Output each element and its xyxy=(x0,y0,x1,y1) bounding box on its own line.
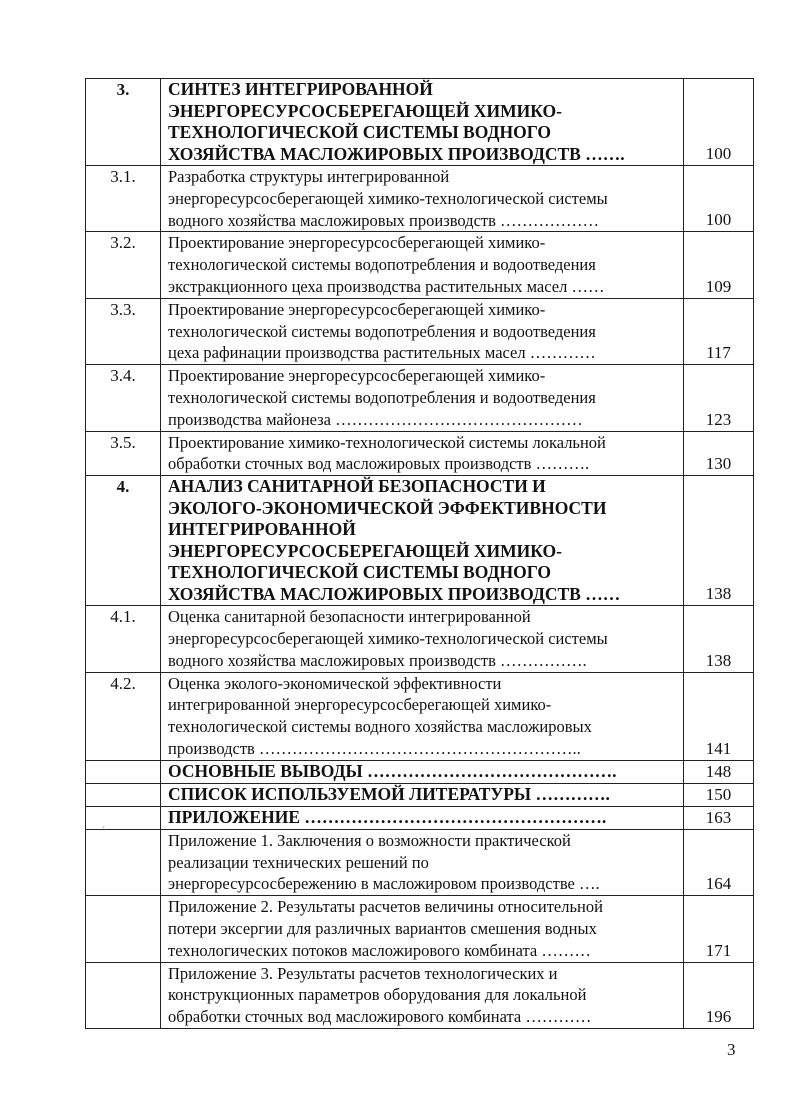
toc-section-number: 3.4. xyxy=(86,365,161,431)
toc-title-line: ЭНЕРГОРЕСУРСОСБЕРЕГАЮЩЕЙ ХИМИКО- xyxy=(168,540,562,561)
toc-row xyxy=(86,166,754,232)
toc-title-line: ТЕХНОЛОГИЧЕСКОЙ СИСТЕМЫ ВОДНОГО xyxy=(168,562,552,583)
toc-title-line: Проектирование энергоресурсосберегающей химико- xyxy=(168,366,546,386)
toc-title-line: ИНТЕГРИРОВАННОЙ xyxy=(168,519,356,540)
toc-page-number: 150 xyxy=(684,783,754,806)
toc-section-title xyxy=(161,806,684,829)
toc-page-number: 100 xyxy=(684,166,754,232)
toc-page-number: 164 xyxy=(684,829,754,895)
toc-row xyxy=(86,806,754,829)
toc-section-number xyxy=(86,829,161,895)
toc-title-line: обработки сточных вод масложировых производств ………. xyxy=(168,454,590,474)
scan-mark: ´ xyxy=(102,826,106,837)
toc-title-line: СИНТЕЗ ИНТЕГРИРОВАННОЙ xyxy=(168,79,433,99)
toc-row xyxy=(86,606,754,672)
toc-row xyxy=(86,365,754,431)
page-number: 3 xyxy=(727,1040,736,1059)
toc-row xyxy=(86,896,754,962)
toc-row xyxy=(86,476,754,606)
toc-section-number: 4.1. xyxy=(86,606,161,672)
toc-title-line: реализации технических решений по xyxy=(168,852,429,872)
toc-title-line: технологических потоков масложирового комбината ……… xyxy=(168,940,591,960)
toc-page-number: 171 xyxy=(684,896,754,962)
toc-title-line: энергоресурсосберегающей химико-технологической системы xyxy=(168,188,608,208)
toc-section-title xyxy=(161,829,684,895)
toc-body xyxy=(86,79,754,1029)
toc-page-number: 117 xyxy=(684,298,754,364)
toc-row xyxy=(86,431,754,476)
toc-section-number: 3.5. xyxy=(86,431,161,476)
toc-title-line: Приложение 2. Результаты расчетов величины относительной xyxy=(168,897,603,917)
toc-section-title xyxy=(161,232,684,298)
toc-title-line: производства майонеза ……………………………………… xyxy=(168,409,583,429)
toc-section-title xyxy=(161,962,684,1028)
toc-page-number: 141 xyxy=(684,672,754,760)
toc-section-number xyxy=(86,783,161,806)
toc-page-number: 163 xyxy=(684,806,754,829)
toc-section-title xyxy=(161,166,684,232)
toc-section-title xyxy=(161,896,684,962)
toc-section-number xyxy=(86,806,161,829)
toc-title-line: Приложение 3. Результаты расчетов технологических и xyxy=(168,963,558,983)
toc-title-line: ХОЗЯЙСТВА МАСЛОЖИРОВЫХ ПРОИЗВОДСТВ ……. xyxy=(168,143,625,164)
toc-section-title xyxy=(161,672,684,760)
toc-title-line: ЭНЕРГОРЕСУРСОСБЕРЕГАЮЩЕЙ ХИМИКО- xyxy=(168,100,562,121)
toc-page-number: 100 xyxy=(684,79,754,166)
toc-section-number: 4. xyxy=(86,476,161,606)
toc-page-number: 130 xyxy=(684,431,754,476)
toc-title-line: ОСНОВНЫЕ ВЫВОДЫ ……………………………………. xyxy=(168,760,617,781)
toc-section-number: 3.1. xyxy=(86,166,161,232)
toc-title-line: водного хозяйства масложировых производств ……………. xyxy=(168,650,587,670)
toc-title-line: Разработка структуры интегрированной xyxy=(168,167,450,186)
toc-row xyxy=(86,672,754,760)
toc-title-line: обработки сточных вод масложирового комбината ………… xyxy=(168,1007,592,1027)
toc-page-number: 196 xyxy=(684,962,754,1028)
toc-row xyxy=(86,962,754,1028)
toc-page-number: 138 xyxy=(684,476,754,606)
toc-title-line: технологической системы водного хозяйства масложировых xyxy=(168,717,592,737)
toc-title-line: Приложение 1. Заключения о возможности практической xyxy=(168,830,571,850)
toc-row xyxy=(86,829,754,895)
toc-section-number: 3. xyxy=(86,79,161,166)
toc-title-line: технологической системы водопотребления и водоотведения xyxy=(168,387,596,407)
toc-title-line: цеха рафинации производства растительных масел ………… xyxy=(168,343,596,363)
toc-section-number: 3.2. xyxy=(86,232,161,298)
toc-section-number xyxy=(86,760,161,783)
toc-title-line: СПИСОК ИСПОЛЬЗУЕМОЙ ЛИТЕРАТУРЫ …………. xyxy=(168,783,610,804)
toc-section-title xyxy=(161,365,684,431)
toc-section-number xyxy=(86,896,161,962)
toc-title-line: водного хозяйства масложировых производств ……………… xyxy=(168,210,600,230)
toc-title-line: Оценка эколого-экономической эффективности xyxy=(168,673,502,693)
toc-section-number: 4.2. xyxy=(86,672,161,760)
toc-section-number xyxy=(86,962,161,1028)
toc-section-number: 3.3. xyxy=(86,298,161,364)
toc-title-line: производств ………………………………………………….. xyxy=(168,738,581,758)
toc-row xyxy=(86,232,754,298)
toc-title-line: экстракционного цеха производства растительных масел …… xyxy=(168,276,605,296)
toc-title-line: АНАЛИЗ САНИТАРНОЙ БЕЗОПАСНОСТИ И xyxy=(168,476,546,497)
toc-section-title xyxy=(161,606,684,672)
toc-section-title xyxy=(161,431,684,476)
toc-section-title xyxy=(161,760,684,783)
toc-title-line: Проектирование химико-технологической системы локальной xyxy=(168,432,606,452)
toc-title-line: энергоресурсосберегающей химико-технологической системы xyxy=(168,628,608,648)
toc-title-line: ХОЗЯЙСТВА МАСЛОЖИРОВЫХ ПРОИЗВОДСТВ …… xyxy=(168,583,621,604)
toc-section-title xyxy=(161,298,684,364)
toc-title-line: Проектирование энергоресурсосберегающей химико- xyxy=(168,233,546,253)
toc-title-line: Оценка санитарной безопасности интегрированной xyxy=(168,607,531,627)
toc-title-line: технологической системы водопотребления и водоотведения xyxy=(168,255,596,275)
toc-title-line: ПРИЛОЖЕНИЕ ……………………………………………. xyxy=(168,806,607,827)
toc-title-line: технологической системы водопотребления и водоотведения xyxy=(168,321,596,341)
toc-title-line: энергоресурсосбережению в масложировом производстве …. xyxy=(168,874,600,894)
toc-page-number: 138 xyxy=(684,606,754,672)
toc-section-title xyxy=(161,783,684,806)
toc-section-title xyxy=(161,476,684,606)
toc-row xyxy=(86,760,754,783)
toc-title-line: интегрированной энергоресурсосберегающей химико- xyxy=(168,695,552,715)
toc-row xyxy=(86,79,754,166)
toc-page-number: 148 xyxy=(684,760,754,783)
toc-row xyxy=(86,298,754,364)
toc-title-line: конструкционных параметров оборудования для локальной xyxy=(168,985,587,1005)
toc-page-number: 109 xyxy=(684,232,754,298)
table-of-contents xyxy=(85,78,754,1029)
toc-section-title xyxy=(161,79,684,166)
toc-row xyxy=(86,783,754,806)
toc-page-number: 123 xyxy=(684,365,754,431)
toc-title-line: Проектирование энергоресурсосберегающей химико- xyxy=(168,299,546,319)
toc-title-line: ЭКОЛОГО-ЭКОНОМИЧЕСКОЙ ЭФФЕКТИВНОСТИ xyxy=(168,497,607,518)
toc-title-line: потери эксергии для различных вариантов смешения водных xyxy=(168,918,597,938)
toc-title-line: ТЕХНОЛОГИЧЕСКОЙ СИСТЕМЫ ВОДНОГО xyxy=(168,122,552,142)
